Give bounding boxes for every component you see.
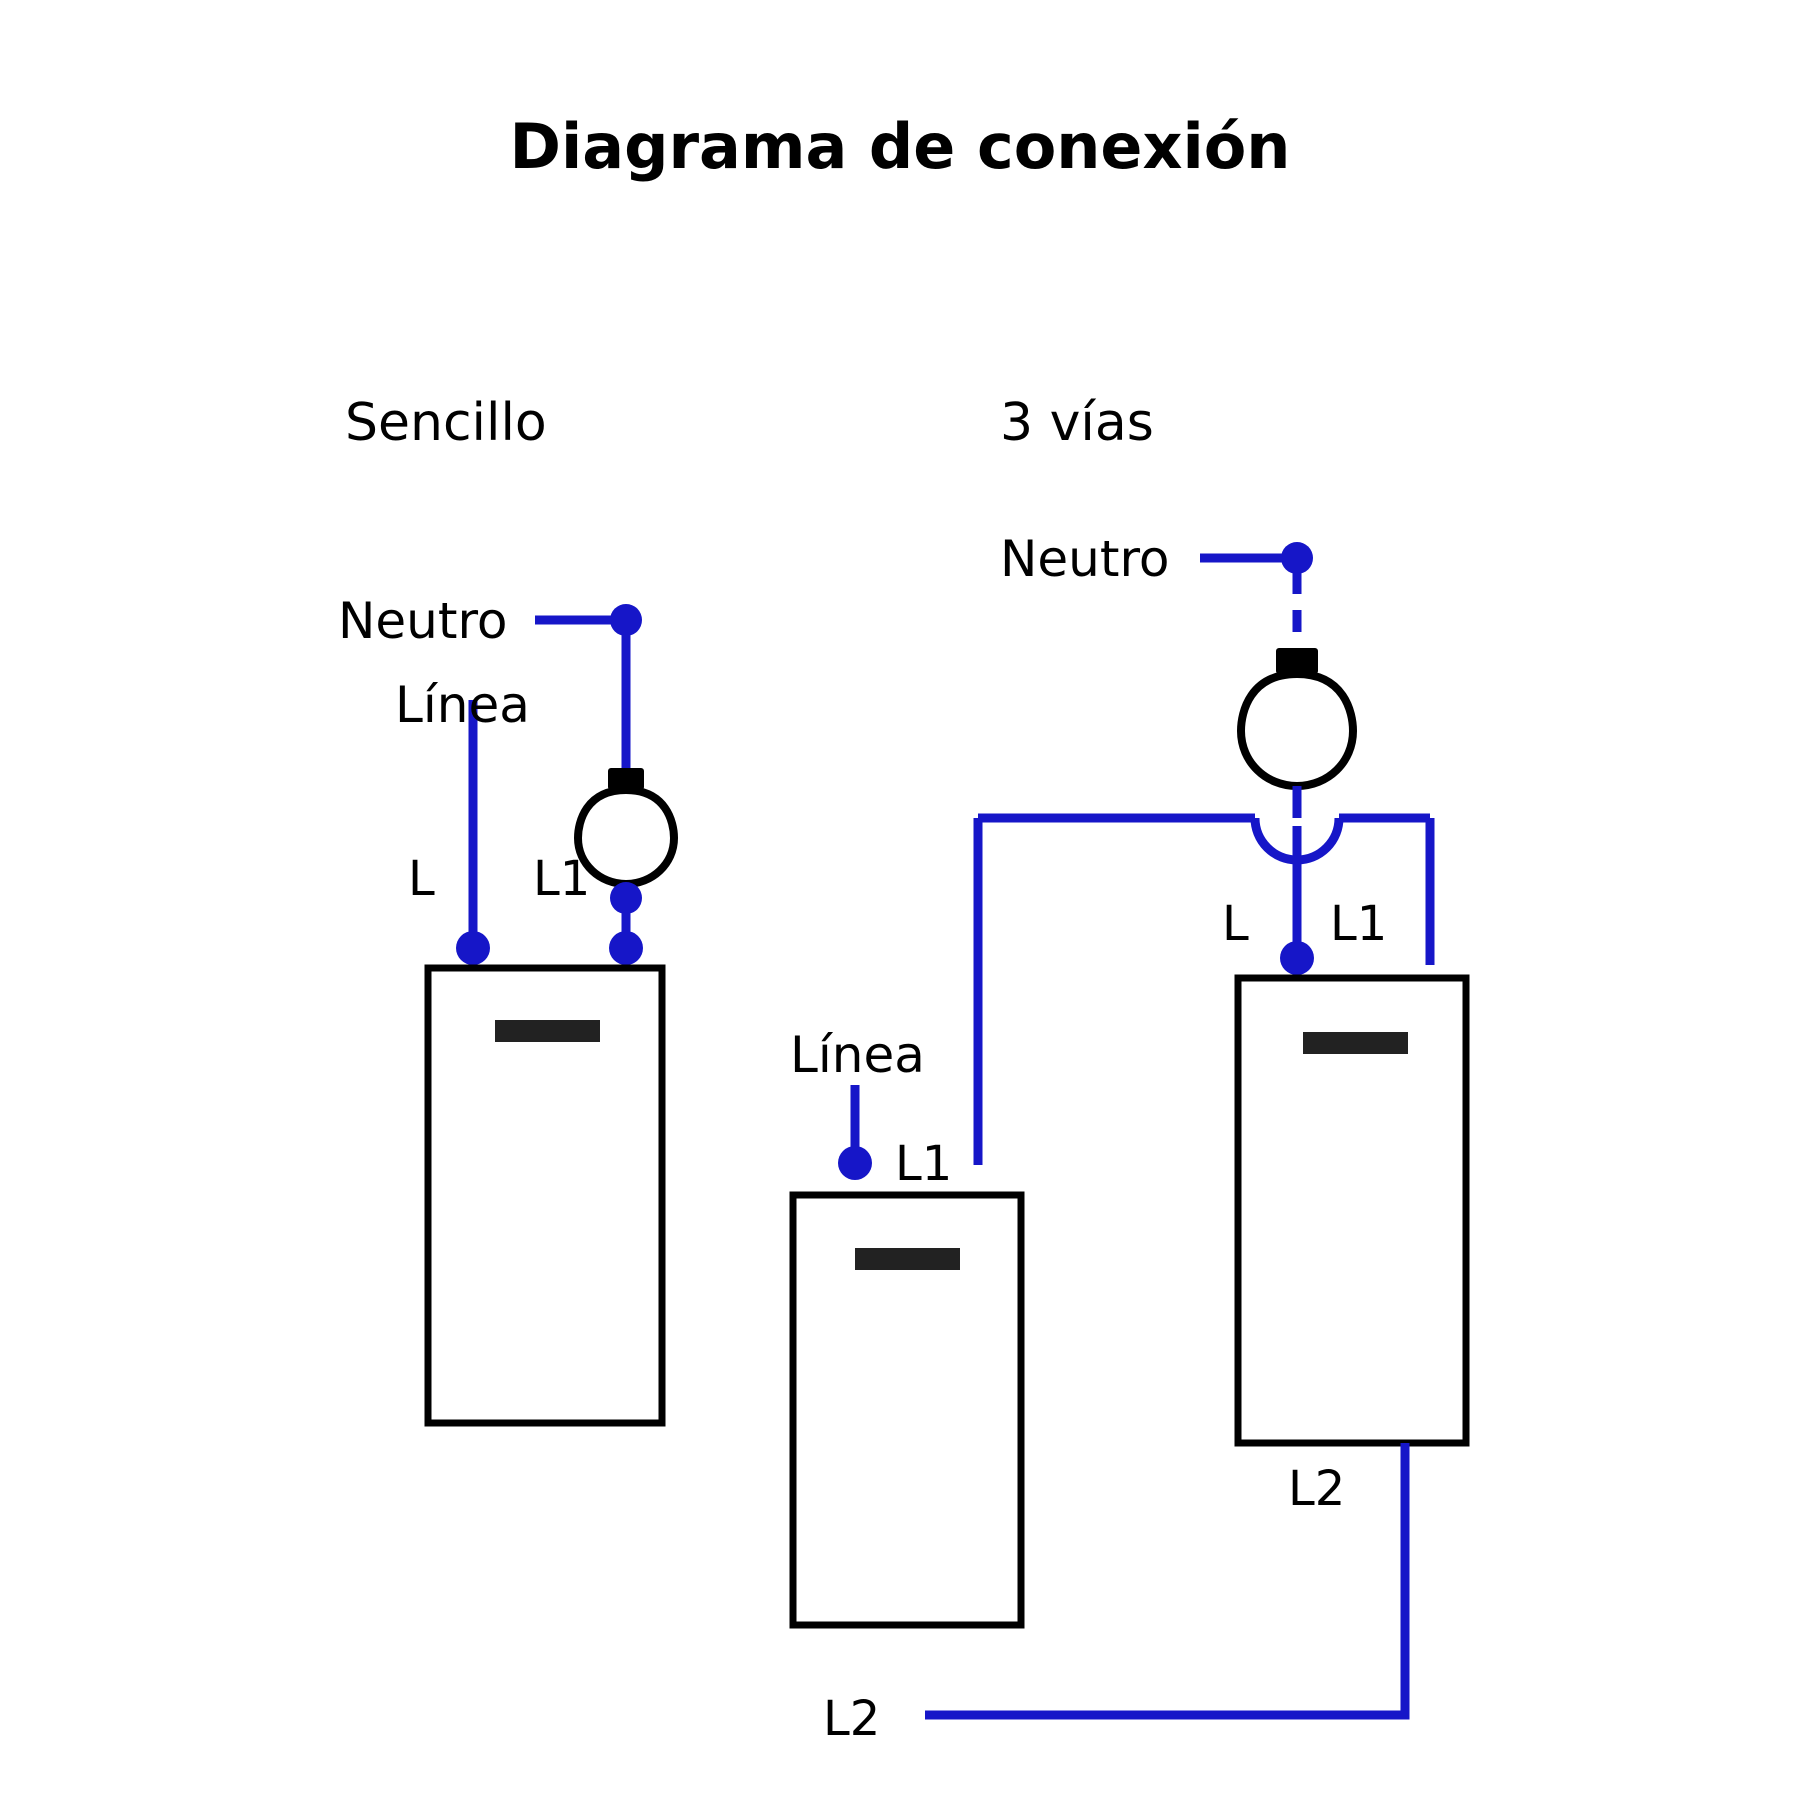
light-bulb-icon-3w (1241, 648, 1353, 786)
label-l-sencillo: L (408, 851, 435, 907)
label-linea-sencillo: Línea (395, 676, 530, 734)
wall-switch-icon-sencillo[interactable] (428, 968, 662, 1423)
section-heading-tres-vias: 3 vías (1000, 393, 1154, 453)
terminal-dot-l1-top (610, 882, 642, 914)
label-l2-right-3w: L2 (1288, 1461, 1346, 1517)
wall-switch-icon-right[interactable] (1238, 978, 1466, 1443)
label-l1-right-3w: L1 (1330, 896, 1388, 952)
label-l-3w: L (1222, 896, 1249, 952)
label-neutro-sencillo: Neutro (338, 592, 508, 650)
wall-switch-icon-left[interactable] (793, 1195, 1021, 1625)
label-linea-3w: Línea (790, 1026, 925, 1084)
switch-rocker[interactable] (495, 1020, 600, 1042)
label-l2-bottom-3w: L2 (823, 1691, 881, 1747)
diagram-tres-vias (790, 530, 1466, 1747)
switch-rocker-right[interactable] (1303, 1032, 1408, 1054)
terminal-dot-l1 (609, 931, 643, 965)
label-neutro-3w: Neutro (1000, 530, 1170, 588)
terminal-dot-linea-left (838, 1146, 872, 1180)
label-l1-left-3w: L1 (895, 1136, 953, 1192)
terminal-dot-right-l (1280, 941, 1314, 975)
light-bulb-icon (578, 768, 674, 884)
terminal-dot-neutro-3w (1281, 542, 1313, 574)
label-l1-sencillo: L1 (533, 851, 591, 907)
page-title: Diagrama de conexión (509, 110, 1291, 183)
switch-rocker-left[interactable] (855, 1248, 960, 1270)
section-heading-sencillo: Sencillo (345, 393, 547, 453)
terminal-dot-l (456, 931, 490, 965)
diagram-sencillo (338, 592, 674, 1423)
